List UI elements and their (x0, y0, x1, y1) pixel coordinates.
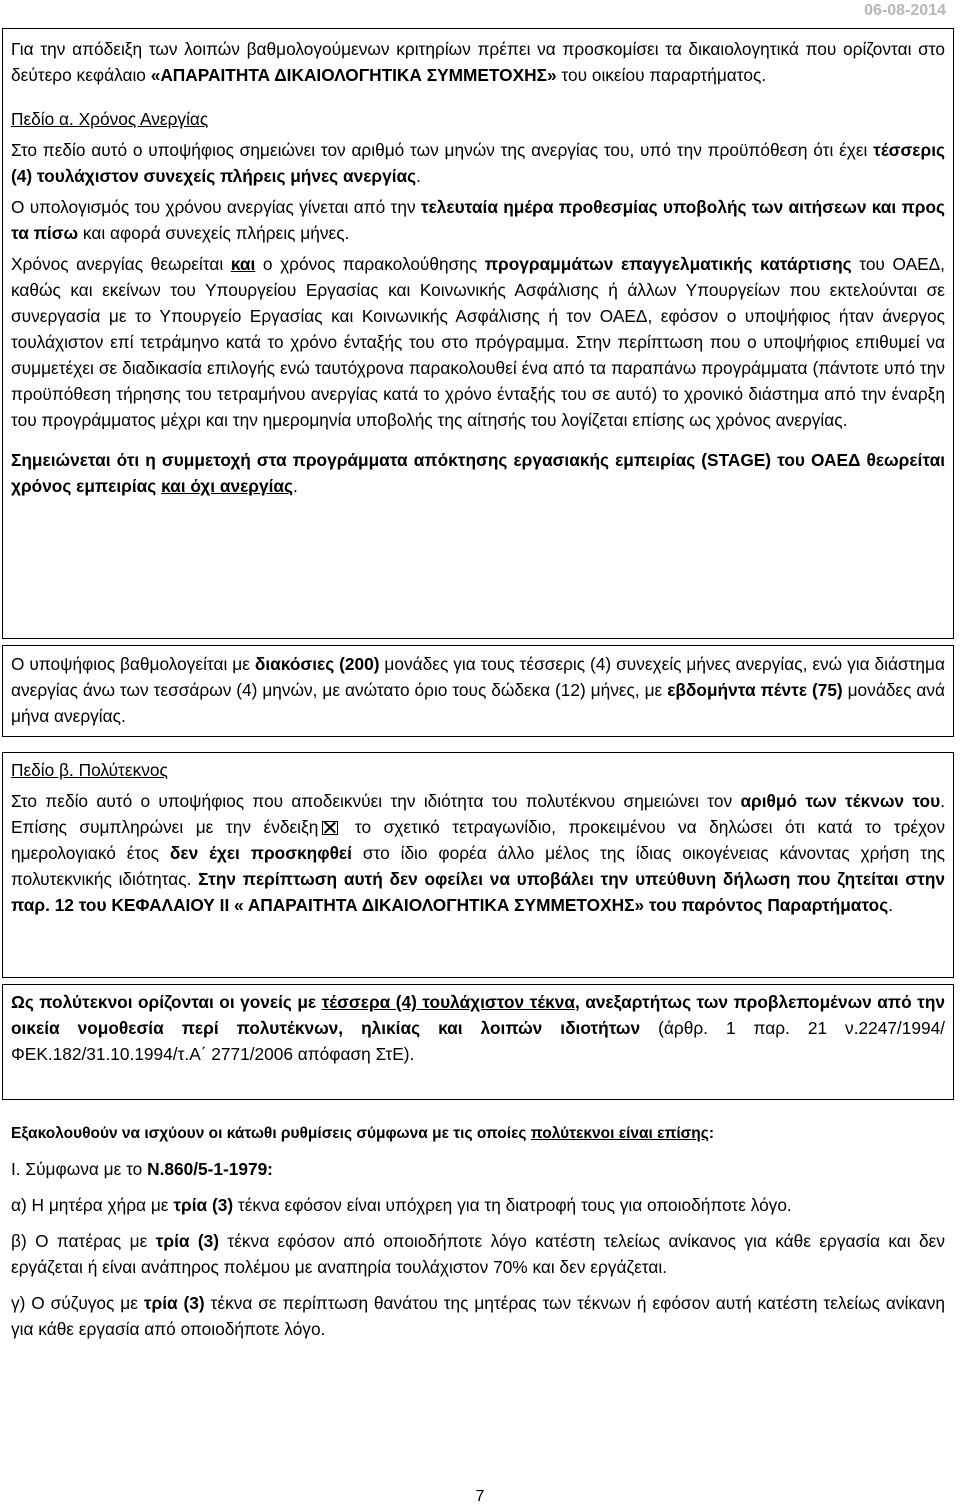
law-reference: Ι. Σύμφωνα με το Ν.860/5-1-1979: (11, 1159, 273, 1179)
scoring-box-text: Ο υποψήφιος βαθμολογείται με διακόσιες (200) μονάδες για τους τέσσερις (4) συνεχείς μήνες ανεργίας, ενώ για διάστημα ανεργίας άνω των τεσσάρων (4) μηνών, με ανώτατο όριο τους δώδεκα (12) μήνες, με εβδομήντα πέντε (75) μονάδες ανά μήνα ανεργίας. (11, 654, 945, 726)
unemployment-box-text (11, 36, 945, 499)
rules-section (11, 1121, 945, 1342)
field-a-title: Πεδίο α. Χρόνος Ανεργίας (11, 109, 209, 129)
field-a-paragraph-3: Χρόνος ανεργίας θεωρείται και ο χρόνος παρακολούθησης προγραμμάτων επαγγελματικής κατάρτισης του ΟΑΕΔ, καθώς και εκείνων του Υπουργείου Εργασίας και Κοινωνικής Ασφάλισης ή άλλων Υπουργείων που εκτελούνται σε συνεργασία με το Υπουργείο Εργασίας και Κοινωνικής Ασφάλισης ή τον ΟΑΕΔ, εφόσον ο υποψήφιος ήταν άνεργος τουλάχιστον επί τετράμηνο κατά το χρόνο ένταξής του στο πρόγραμμα. Στην περίπτωση που ο υποψήφιος επιθυμεί να συμμετέχει σε διαδικασία επιλογής ενώ ταυτόχρονα παρακολουθεί ένα από τα παραπάνω προγράμματα (πάντοτε υπό την προϋπόθεση τήρησης του τετραμήνου ανεργίας κατά το χρόνο ένταξής του σε αυτό) το χρονικό διάστημα από την έναρξη του προγράμματος μέχρι και την ημερομηνία υποβολής της αίτησής του λογίζεται επίσης ως χρόνος ανεργίας. (11, 254, 945, 430)
field-b-paragraph: Στο πεδίο αυτό ο υποψήφιος που αποδεικνύει την ιδιότητα του πολυτέκνου σημειώνει τον αριθμό των τέκνων του. Επίσης συμπληρώνει με την ένδειξη το σχετικό τετραγωνίδιο, προκειμένου να δηλώσει ότι κατά το τρέχον ημερολογιακό έτος δεν έχει προσκηφθεί στο ίδιο φορέα άλλο μέλος της ίδιας οικογένειας κάνοντας χρήση της πολυτεκνικής ιδιότητας. Στην περίπτωση αυτή δεν οφείλει να υποβάλει την υπεύθυνη δήλωση που ζητείται στην παρ. 12 του ΚΕΦΑΛΑΙΟΥ ΙΙ « ΑΠΑΡΑΙΤΗΤΑ ΔΙΚΑΙΟΛΟΓΗΤΙΚΑ ΣΥΜΜΕΤΟΧΗΣ» του παρόντος Παραρτήματος. (11, 791, 946, 915)
rule-c: γ) Ο σύζυγος με τρία (3) τέκνα σε περίπτωση θανάτου της μητέρας των τέκνων ή εφόσον αυτή κατέστη τελείως ανίκανη για κάθε εργασία από οποιοδήποτε λόγο. (11, 1293, 945, 1339)
header-date: 06-08-2014 (864, 2, 946, 19)
field-a-paragraph-2: Ο υπολογισμός του χρόνου ανεργίας γίνεται από την τελευταία ημέρα προθεσμίας υποβολής των αιτήσεων και προς τα πίσω και αφορά συνεχείς πλήρεις μήνες. (11, 197, 945, 243)
rule-b: β) Ο πατέρας με τρία (3) τέκνα εφόσον από οποιοδήποτε λόγο κατέστη τελείως ανίκανος για κάθε εργασία και δεν εργάζεται ή είναι ανάπηρος πολέμου με αναπηρία τουλάχιστον 70% και δεν εργάζεται. (11, 1231, 945, 1277)
checkbox-icon (322, 821, 338, 835)
page-number: 7 (475, 1488, 485, 1505)
definition-box-text: Ως πολύτεκνοι ορίζονται οι γονείς με τέσσερα (4) τουλάχιστον τέκνα, ανεξαρτήτως των προβλεπομένων από την οικεία νομοθεσία περί πολυτέκνων, ηλικίας και λοιπών ιδιοτήτων (άρθρ. 1 παρ. 21 ν.2247/1994/ΦΕΚ.182/31.10.1994/τ.Α΄ 2771/2006 απόφαση ΣτΕ). (11, 992, 945, 1064)
rules-heading: Εξακολουθούν να ισχύουν οι κάτωθι ρυθμίσεις σύμφωνα με τις οποίες πολύτεκνοι είναι επίσης: (11, 1125, 714, 1142)
rule-a: α) Η μητέρα χήρα με τρία (3) τέκνα εφόσον είναι υπόχρεη για τη διατροφή τους για οποιοδήποτε λόγο. (11, 1195, 792, 1215)
stage-note: Σημειώνεται ότι η συμμετοχή στα προγράμματα απόκτησης εργασιακής εμπειρίας (STAGE) του ΟΑΕΔ θεωρείται χρόνος εμπειρίας και όχι ανεργίας. (11, 450, 945, 496)
intro-paragraph: Για την απόδειξη των λοιπών βαθμολογούμενων κριτηρίων πρέπει να προσκομίσει τα δικαιολογητικά που ορίζονται στο δεύτερο κεφάλαιο «ΑΠΑΡΑΙΤΗΤΑ ΔΙΚΑΙΟΛΟΓΗΤΙΚΑ ΣΥΜΜΕΤΟΧΗΣ» του οικείου παραρτήματος. (11, 39, 945, 85)
field-a-paragraph-1: Στο πεδίο αυτό ο υποψήφιος σημειώνει τον αριθμό των μηνών της ανεργίας του, υπό την προϋπόθεση ότι έχει τέσσερις (4) τουλάχιστον συνεχείς πλήρεις μήνες ανεργίας. (11, 140, 945, 186)
large-family-box-text (11, 757, 945, 918)
field-b-title: Πεδίο β. Πολύτεκνος (11, 760, 168, 780)
